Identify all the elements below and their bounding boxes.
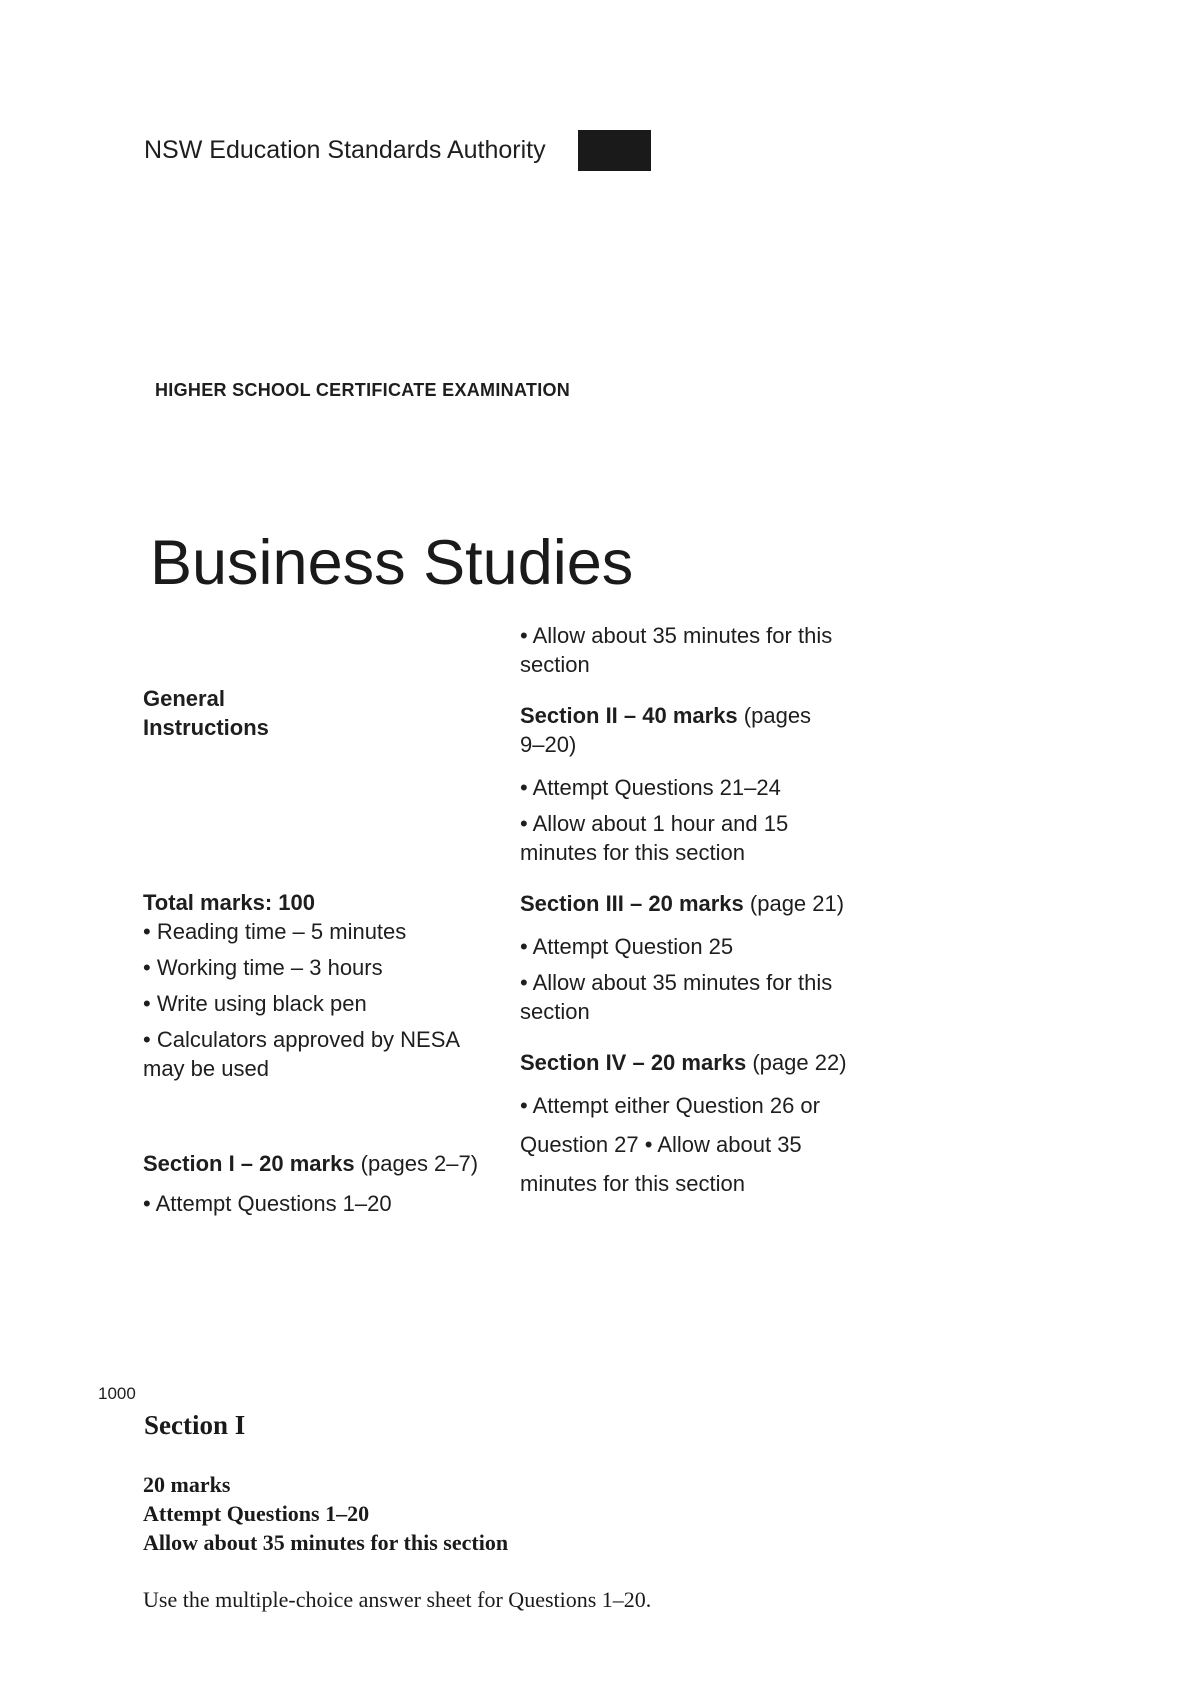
- sections-instructions-column: [520, 621, 900, 1198]
- general-instructions-label: [143, 684, 518, 742]
- section4-pages: (page 22): [746, 1050, 847, 1075]
- section3-allow-line2: section: [520, 999, 590, 1024]
- instruction-black-pen: • Write using black pen: [143, 991, 367, 1016]
- section3-heading: Section III – 20 marks: [520, 891, 744, 916]
- section3-allow-line1: • Allow about 35 minutes for this: [520, 970, 833, 995]
- instruction-reading-time: • Reading time – 5 minutes: [143, 919, 407, 944]
- section3-heading-line: [520, 889, 900, 918]
- authority-name: NSW Education Standards Authority: [144, 136, 546, 164]
- section3-attempt: • Attempt Question 25: [520, 934, 734, 959]
- general-instructions-label-line1: General: [143, 686, 225, 711]
- section2-attempt: • Attempt Questions 21–24: [520, 775, 781, 800]
- section2-heading: Section II – 40 marks: [520, 703, 738, 728]
- instruction-working-time: • Working time – 3 hours: [143, 955, 383, 980]
- section2-allow-line2: minutes for this section: [520, 840, 745, 865]
- section-answer-sheet-note: Use the multiple-choice answer sheet for Questions 1–20.: [143, 1587, 652, 1612]
- section4-heading-line: [520, 1048, 900, 1077]
- section-allow: Allow about 35 minutes for this section: [143, 1530, 509, 1555]
- exam-heading: HIGHER SCHOOL CERTIFICATE EXAMINATION: [155, 380, 571, 400]
- section1-instructions: [143, 1149, 518, 1218]
- section2-pages-cont: 9–20): [520, 732, 577, 757]
- total-marks: Total marks: 100: [143, 890, 316, 915]
- section2-pages: (pages: [737, 703, 812, 728]
- section4-line2: Question 27 • Allow about 35: [520, 1132, 802, 1157]
- instruction-calculators: • Calculators approved by NESA: [143, 1027, 461, 1052]
- redaction-block: [578, 130, 651, 171]
- page-number: 1000: [98, 1384, 136, 1403]
- section-marks: 20 marks: [143, 1472, 231, 1497]
- section1-allow-line2: section: [520, 652, 590, 677]
- section1-allow-line1: • Allow about 35 minutes for this: [520, 623, 833, 648]
- section-title: Section I: [144, 1410, 246, 1440]
- section-meta: [143, 1470, 508, 1557]
- section1-heading-line: [143, 1149, 518, 1178]
- section4-line1: • Attempt either Question 26 or: [520, 1093, 820, 1118]
- general-instructions-label-line2: Instructions: [143, 715, 269, 740]
- section4-line3: minutes for this section: [520, 1171, 745, 1196]
- section-attempt: Attempt Questions 1–20: [143, 1501, 370, 1526]
- section1-attempt: • Attempt Questions 1–20: [143, 1191, 392, 1216]
- section2-allow-line1: • Allow about 1 hour and 15: [520, 811, 789, 836]
- section2-heading-line: [520, 701, 900, 730]
- section1-pages: (pages 2–7): [354, 1151, 479, 1176]
- instruction-calculators-cont: may be used: [143, 1056, 269, 1081]
- subject-title: Business Studies: [150, 528, 634, 598]
- section3-pages: (page 21): [743, 891, 845, 916]
- general-instructions-list: [143, 888, 518, 1083]
- section4-heading: Section IV – 20 marks: [520, 1050, 747, 1075]
- section1-heading: Section I – 20 marks: [143, 1151, 355, 1176]
